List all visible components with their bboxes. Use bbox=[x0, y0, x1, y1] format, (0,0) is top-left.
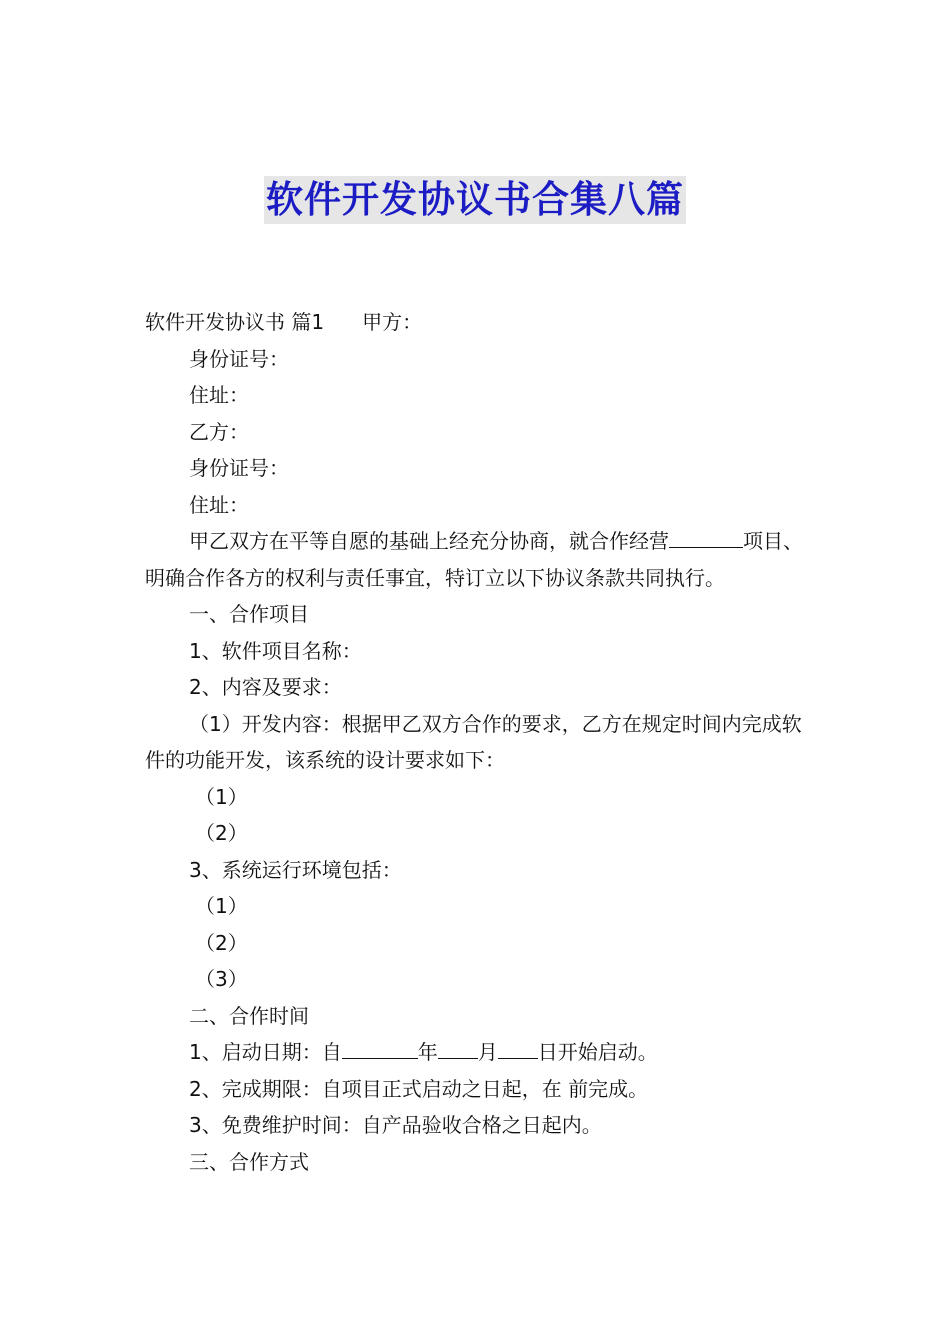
sub-a2: （2） bbox=[195, 821, 248, 845]
month-blank bbox=[438, 1036, 478, 1059]
addr-a-line: 住址： bbox=[189, 383, 249, 407]
intro-text-1: 甲乙双方在平等自愿的基础上经充分协商，就合作经营 bbox=[189, 529, 669, 553]
sub-b1: （1） bbox=[195, 894, 248, 918]
year-label: 年 bbox=[417, 1040, 438, 1064]
section-2-heading: 二、合作时间 bbox=[189, 1003, 309, 1028]
sub-b3: （3） bbox=[195, 967, 248, 991]
deadline-line: 2、完成期限：自项目正式启动之日起，在 前完成。 bbox=[189, 1076, 649, 1101]
party-a-label: 甲方： bbox=[362, 310, 423, 334]
section-heading: 软件开发协议书 篇1 bbox=[145, 310, 325, 334]
addr-b-line: 住址： bbox=[189, 492, 249, 517]
sub-b2: （2） bbox=[195, 930, 248, 955]
start-date-line bbox=[145, 1034, 810, 1071]
item-3: 3、系统运行环境包括： bbox=[189, 857, 402, 882]
section-heading-line bbox=[145, 304, 810, 341]
sub-a1: （1） bbox=[195, 784, 248, 809]
project-blank bbox=[669, 525, 743, 548]
intro-text-2: 项目、明确合作各方的权利与责任事宜，特订立以下协议条款共同执行。 bbox=[145, 529, 803, 590]
start-prefix: 1、启动日期：自 bbox=[189, 1040, 342, 1064]
maintenance-line: 3、免费维护时间：自产品验收合格之日起内。 bbox=[189, 1113, 602, 1137]
title-container bbox=[0, 176, 950, 224]
id-a-line: 身份证号： bbox=[189, 346, 289, 371]
item-1: 1、软件项目名称： bbox=[189, 638, 362, 663]
year-blank bbox=[342, 1036, 418, 1059]
start-suffix: 日开始启动。 bbox=[537, 1040, 658, 1064]
section-3-heading: 三、合作方式 bbox=[189, 1149, 309, 1174]
id-b-line: 身份证号： bbox=[189, 456, 289, 480]
day-blank bbox=[498, 1036, 538, 1059]
month-label: 月 bbox=[477, 1040, 498, 1064]
section-1-heading: 一、合作项目 bbox=[189, 602, 309, 626]
item-2: 2、内容及要求： bbox=[189, 675, 342, 699]
intro-paragraph bbox=[145, 523, 810, 596]
document-body bbox=[145, 304, 810, 1180]
item-2-1: （1）开发内容：根据甲乙双方合作的要求，乙方在规定时间内完成软件的功能开发，该系统的设计要求如下： bbox=[145, 711, 802, 772]
document-title: 软件开发协议书合集八篇 bbox=[264, 176, 686, 224]
party-b-line: 乙方： bbox=[189, 419, 249, 444]
